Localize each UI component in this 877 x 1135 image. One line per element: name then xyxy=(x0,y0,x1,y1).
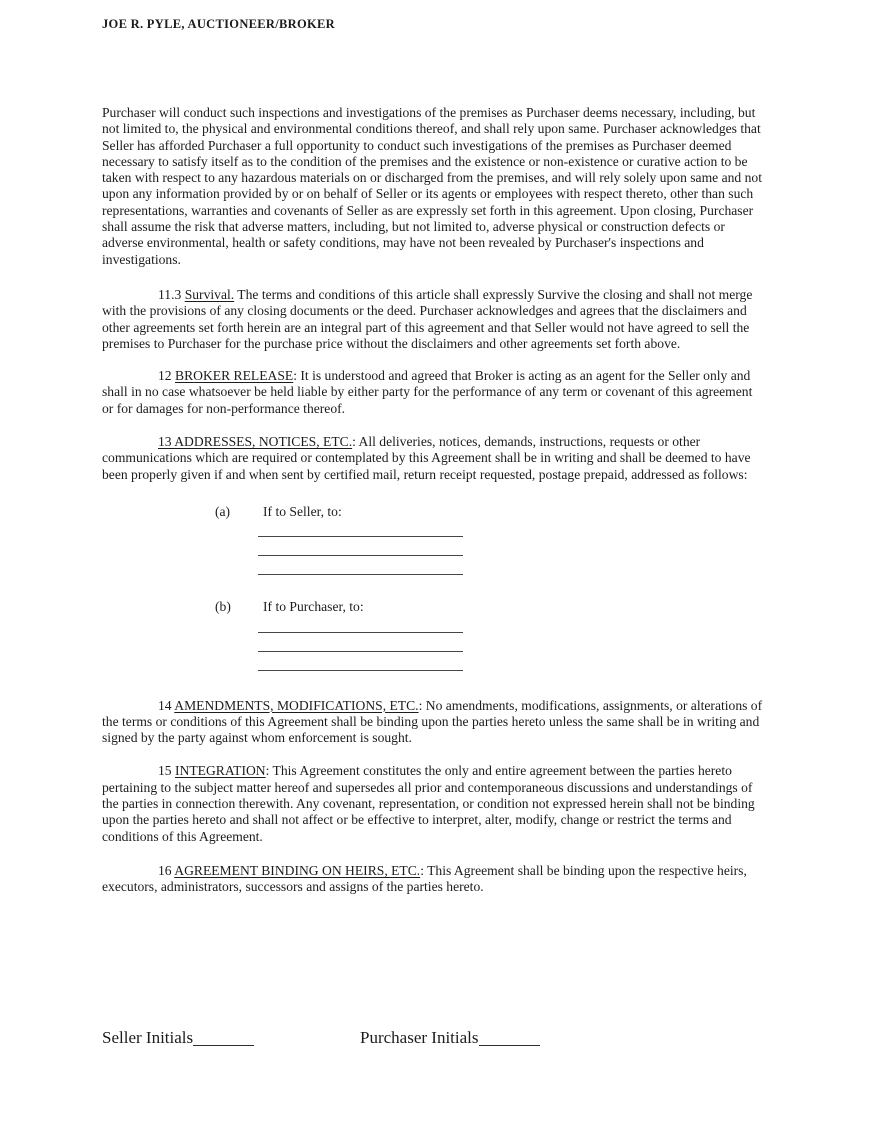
purchaser-initials-label: Purchaser Initials xyxy=(360,1028,479,1047)
section-binding-on-heirs-number: 16 xyxy=(158,862,175,878)
section-broker-release-number: 12 xyxy=(158,368,175,384)
section-addresses-heading: 13 ADDRESSES, NOTICES, ETC. xyxy=(158,434,353,450)
address-item-seller-text: If to Seller, to: xyxy=(263,503,342,519)
address-item-purchaser xyxy=(102,599,766,615)
section-integration xyxy=(102,763,766,844)
section-continuation-paragraph: Purchaser will conduct such inspections and investigations of the premises as Purchaser deems necessary, including, but not limited to, the physical and environmental conditions thereof, and shall rely upon same. Purchaser acknowledges that Seller has afforded Purchaser a full opportunity to conduct such investigations of the premises as Purchaser deemed necessary to satisfy itself as to the condition of the premises and the existence or non-existence or curative action to be taken with respect to any hazardous materials on or discharged from the premises, and will rely solely upon same and not upon any information provided by or on behalf of Seller or its agents or employees with respect thereto, other than such representations, warranties and covenants of Seller as are expressly set forth in this agreement. Upon closing, Purchaser shall assume the risk that adverse matters, including, but not limited to, adverse physical or construction defects or adverse environmental, health or safety conditions, may have not been revealed by Purchaser's inspections and investigations. xyxy=(102,105,762,267)
section-binding-on-heirs-body: : This Agreement shall be binding upon the respective heirs, executors, administrators, successors and assigns of the parties hereto. xyxy=(102,862,747,895)
section-survival-heading: Survival. xyxy=(184,286,235,302)
address-item-purchaser-text: If to Purchaser, to: xyxy=(263,599,364,615)
address-blank-line xyxy=(258,616,463,633)
document-content xyxy=(102,0,766,896)
address-blank-line xyxy=(258,556,463,575)
purchaser-address-blank-lines xyxy=(258,616,463,671)
purchaser-initials-blank-line xyxy=(479,1045,540,1046)
section-amendments-body: : No amendments, modifications, assignments, or alterations of the terms or conditions of this Agreement shall be binding upon the parties hereto unless the same shall be in writing and signed by the party against whom enforcement is sought. xyxy=(102,697,763,746)
address-item-purchaser-label: (b) xyxy=(215,599,231,615)
section-survival xyxy=(102,287,766,352)
section-broker-release-heading: BROKER RELEASE xyxy=(175,368,294,384)
section-binding-on-heirs-heading: AGREEMENT BINDING ON HEIRS, ETC. xyxy=(174,862,421,878)
address-blank-line xyxy=(258,520,463,537)
section-integration-heading: INTEGRATION xyxy=(175,763,266,779)
section-addresses-notices xyxy=(102,434,766,483)
section-broker-release-body: : It is understood and agreed that Broker is acting as an agent for the Seller only and shall in no case whatsoever be held liable by either party for the performance of any term or covenant of this agreement or for damages for non-performance thereof. xyxy=(102,368,753,416)
purchaser-initials-group xyxy=(360,1028,540,1048)
seller-initials-blank-line xyxy=(193,1045,254,1046)
section-amendments xyxy=(102,698,766,747)
section-integration-number: 15 xyxy=(158,763,175,779)
seller-initials-group xyxy=(102,1028,254,1048)
section-broker-release xyxy=(102,368,766,417)
initials-footer xyxy=(102,1028,802,1052)
address-blank-line xyxy=(258,537,463,556)
address-blank-line xyxy=(258,633,463,652)
section-integration-body: : This Agreement constitutes the only and entire agreement between the parties hereto pertaining to the subject matter hereof and supersedes all prior and contemporaneous discussions and understandings of the parties in connection therewith. Any covenant, representation, or condition not expressed herein shall not be binding upon the parties hereto and shall not affect or be effective to interpret, alter, modify, change or restrict the terms and conditions of this Agreement. xyxy=(102,763,755,844)
section-survival-number: 11.3 xyxy=(158,286,185,302)
address-blank-line xyxy=(258,652,463,671)
section-survival-body: The terms and conditions of this article shall expressly Survive the closing and shall not merge with the provisions of any closing documents or the deed. Purchaser acknowledges and agrees that the disclaimers and other agreements set forth herein are an integral part of this agreement and that Seller would not have agreed to sell the premises to Purchaser for the purchase price without the disclaimers and other agreements set forth above. xyxy=(102,286,753,351)
seller-initials-label: Seller Initials xyxy=(102,1028,194,1047)
section-amendments-number: 14 xyxy=(158,697,175,713)
section-binding-on-heirs xyxy=(102,863,766,896)
document-header: JOE R. PYLE, AUCTIONEER/BROKER xyxy=(102,17,335,31)
section-amendments-heading: AMENDMENTS, MODIFICATIONS, ETC. xyxy=(174,697,419,713)
address-item-seller xyxy=(102,504,766,520)
seller-address-blank-lines xyxy=(258,520,463,575)
section-addresses-body: : All deliveries, notices, demands, instructions, requests or other communications which are required or contemplated by this Agreement shall be in writing and shall be deemed to have been properly given if and when sent by certified mail, return receipt requested, postage prepaid, addressed as follows: xyxy=(102,434,751,482)
address-item-seller-label: (a) xyxy=(215,503,231,519)
